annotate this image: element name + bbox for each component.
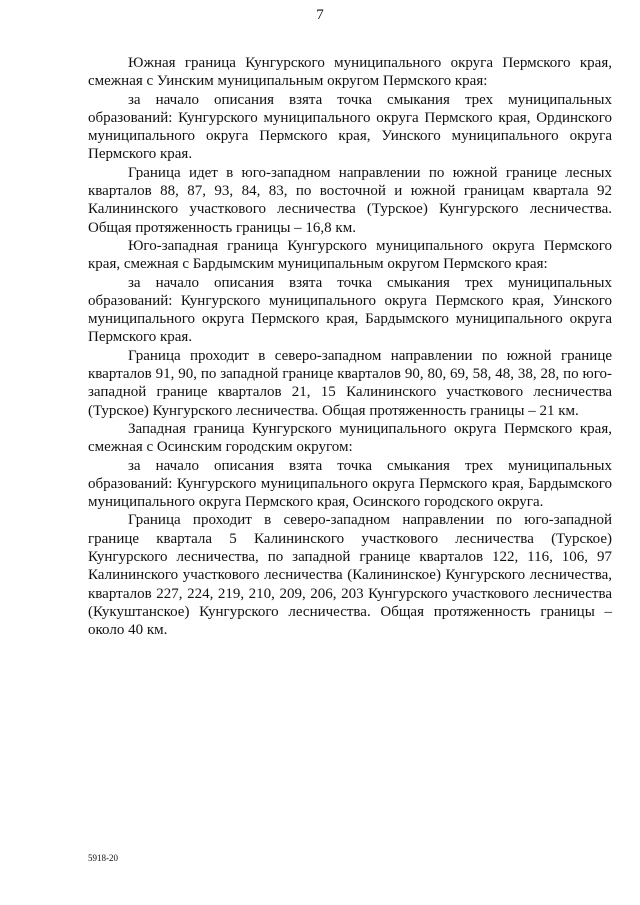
paragraph-south-boundary-start: за начало описания взята точка смыкания трех муниципальных образований: Кунгурского муниципального округа Пермского края, Ординского муниципального округа Пермского края, Уинского муниципального округа Пермского края.: [88, 91, 612, 163]
paragraph-southwest-boundary-heading: Юго-западная граница Кунгурского муниципального округа Пермского края, смежная с Бардымским муниципальным округом Пермского края:: [88, 237, 612, 273]
document-code: 5918-20: [88, 853, 118, 863]
page-number: 7: [316, 7, 324, 23]
document-body: [88, 54, 612, 640]
paragraph-west-boundary-start: за начало описания взята точка смыкания трех муниципальных образований: Кунгурского муниципального округа Пермского края, Бардымского муниципального округа Пермского края, Осинского городского округа.: [88, 457, 612, 511]
paragraph-south-boundary-heading: Южная граница Кунгурского муниципального округа Пермского края, смежная с Уинским муниципальным округом Пермского края:: [88, 55, 612, 90]
paragraph-southwest-boundary-start: за начало описания взята точка смыкания трех муниципальных образований: Кунгурского муниципального округа Пермского края, Уинского муниципального округа Пермского края, Бардымского муниципального округа Пермского края.: [88, 274, 612, 346]
paragraph-southwest-boundary-route: Граница проходит в северо-западном направлении по южной границе кварталов 91, 90, по западной границе кварталов 90, 80, 69, 58, 48, 38, 28, по юго-западной границе кварталов 21, 15 Калининского участкового лесничества (Турское) Кунгурского лесничества. Общая протяженность границы – 21 км.: [88, 347, 612, 419]
paragraph-south-boundary-route: Граница идет в юго-западном направлении по южной границе лесных кварталов 88, 87, 93, 84, 83, по восточной и южной границам квартала 92 Калининского участкового лесничества (Турское) Кунгурского лесничества. Общая протяженность границы – 16,8 км.: [88, 164, 612, 236]
paragraph-west-boundary-route: Граница проходит в северо-западном направлении по юго-западной границе квартала 5 Калининского участкового лесничества (Турское) Кунгурского лесничества, по западной границе кварталов 122, 116, 106, 97 Калининского участкового лесничества (Калининское) Кунгурского лесничества, кварталов 227, 224, 219, 210, 209, 206, 203 Кунгурского участкового лесничества (Кукуштанское) Кунгурского лесничества. Общая протяженность границы – около 40 км.: [88, 512, 612, 639]
paragraph-west-boundary-heading: Западная граница Кунгурского муниципального округа Пермского края, смежная с Осинским городским округом:: [88, 420, 612, 456]
